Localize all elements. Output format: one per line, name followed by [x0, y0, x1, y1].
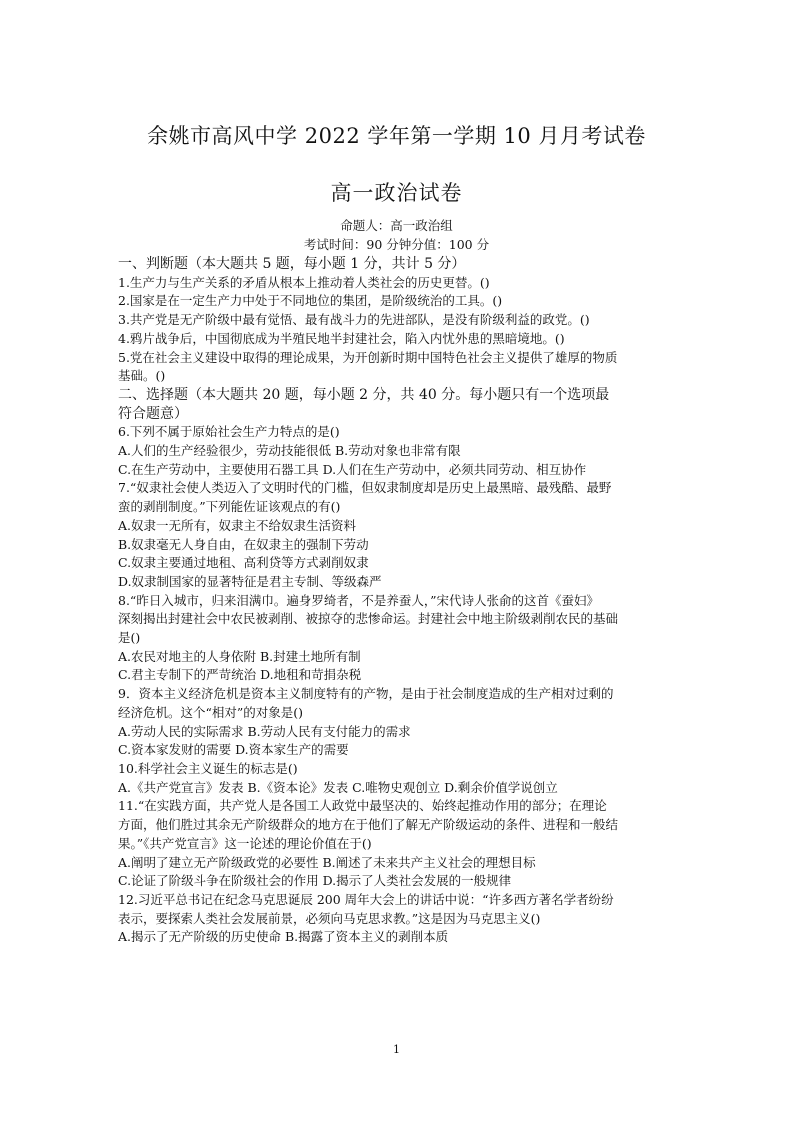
- option-line: C.在生产劳动中，主要使用石器工具 D.人们在生产劳动中，必须共同劳动、相互协作: [118, 461, 587, 477]
- option-line: A.奴隶一无所有，奴隶主不给奴隶生活资料: [118, 517, 357, 533]
- option-line: A.《共产党宣言》发表 B.《资本论》发表 C.唯物史观创立 D.剩余价值学说创立: [118, 779, 558, 795]
- question-line: 3.共产党是无产阶级中最有觉悟、最有战斗力的先进部队，是没有阶级利益的政党。(): [118, 312, 590, 328]
- question-line: 经济危机。这个“相对”的对象是(): [118, 704, 304, 720]
- option-line: A.劳动人民的实际需求 B.劳动人民有支付能力的需求: [118, 723, 411, 739]
- question-line: 4.鸦片战争后，中国彻底成为半殖民地半封建社会，陷入内忧外患的黑暗境地。(): [118, 330, 565, 346]
- question-line: 方面，他们胜过其余无产阶级群众的地方在于他们了解无产阶级运动的条件、进程和一般结: [118, 817, 619, 833]
- question-line: 11.“在实践方面，共产党人是各国工人政党中最坚决的、始终起推动作用的部分；在理论: [118, 798, 607, 814]
- exam-title: 余姚市高风中学 2022 学年第一学期 10 月月考试卷: [147, 124, 646, 148]
- option-line: C.资本家发财的需要 D.资本家生产的需要: [118, 742, 349, 758]
- exam-body: [118, 255, 678, 947]
- page-number: 1: [393, 1043, 400, 1056]
- question-line: 是(): [118, 630, 141, 646]
- question-line: 蛮的剥削制度。”下列能佐证该观点的有(): [118, 499, 341, 515]
- option-line: C.论证了阶级斗争在阶级社会的作用 D.揭示了人类社会发展的一般规律: [118, 873, 512, 889]
- question-line: 2.国家是在一定生产力中处于不同地位的集团，是阶级统治的工具。(): [118, 293, 503, 309]
- option-line: C.君主专制下的严苛统治 D.地租和苛捐杂税: [118, 667, 362, 683]
- section-header-choice: 二、选择题（本大题共 20 题，每小题 2 分，共 40 分。每小题只有一个选项最: [118, 386, 610, 403]
- option-line: A.揭示了无产阶级的历史使命 B.揭露了资本主义的剥削本质: [118, 929, 449, 945]
- question-line: 深刻揭出封建社会中农民被剥削、被掠夺的悲惨命运。封建社会中地主阶级剥削农民的基础: [118, 611, 619, 627]
- question-line: 表示，要探索人类社会发展前景，必须向马克思求教。”这是因为马克思主义(): [118, 910, 541, 926]
- question-line: 9．资本主义经济危机是资本主义制度特有的产物，是由于社会制度造成的生产相对过剩的: [118, 686, 614, 702]
- option-line: A.人们的生产经验很少，劳动技能很低 B.劳动对象也非常有限: [118, 443, 461, 459]
- question-line: 12.习近平总书记在纪念马克思诞辰 200 周年大会上的讲话中说：“许多西方著名学者纷纷: [118, 891, 614, 907]
- section-header-judge: 一、判断题（本大题共 5 题，每小题 1 分，共计 5 分）: [118, 256, 466, 272]
- question-line: 8.“昨日入城市，归来泪满巾。遍身罗绮者，不是养蚕人，”宋代诗人张俞的这首《蚕妇》: [118, 592, 599, 608]
- question-line: 果。”《共产党宣言》这一论述的理论价值在于(): [118, 835, 372, 851]
- question-line: 7.“奴隶社会使人类迈入了文明时代的门槛，但奴隶制度却是历史上最黑暗、最残酷、最野: [118, 480, 612, 496]
- option-line: B.奴隶毫无人身自由，在奴隶主的强制下劳动: [118, 536, 369, 552]
- question-line: 10.科学社会主义诞生的标志是(): [118, 760, 298, 776]
- option-line: A.农民对地主的人身依附 B.封建土地所有制: [118, 648, 361, 664]
- exam-info-line: 考试时间：90 分钟分值：100 分: [303, 237, 490, 252]
- section-header-choice-cont: 符合题意）: [118, 405, 188, 422]
- option-line: D.奴隶制国家的显著特征是君主专制、等级森严: [118, 573, 382, 589]
- question-line: 1.生产力与生产关系的矛盾从根本上推动着人类社会的历史更替。(): [118, 274, 490, 290]
- question-line: 基础。(): [118, 368, 166, 384]
- exam-subtitle: 高一政治试卷: [330, 181, 463, 205]
- option-line: A.阐明了建立无产阶级政党的必要性 B.阐述了未来共产主义社会的理想目标: [118, 854, 536, 870]
- question-line: 5.党在社会主义建设中取得的理论成果，为开创新时期中国特色社会主义提供了雄厚的物质: [118, 349, 618, 365]
- author-line: 命题人：高一政治组: [340, 218, 453, 233]
- option-line: C.奴隶主要通过地租、高利贷等方式剥削奴隶: [118, 555, 369, 571]
- question-line: 6.下列不属于原始社会生产力特点的是(): [118, 424, 340, 440]
